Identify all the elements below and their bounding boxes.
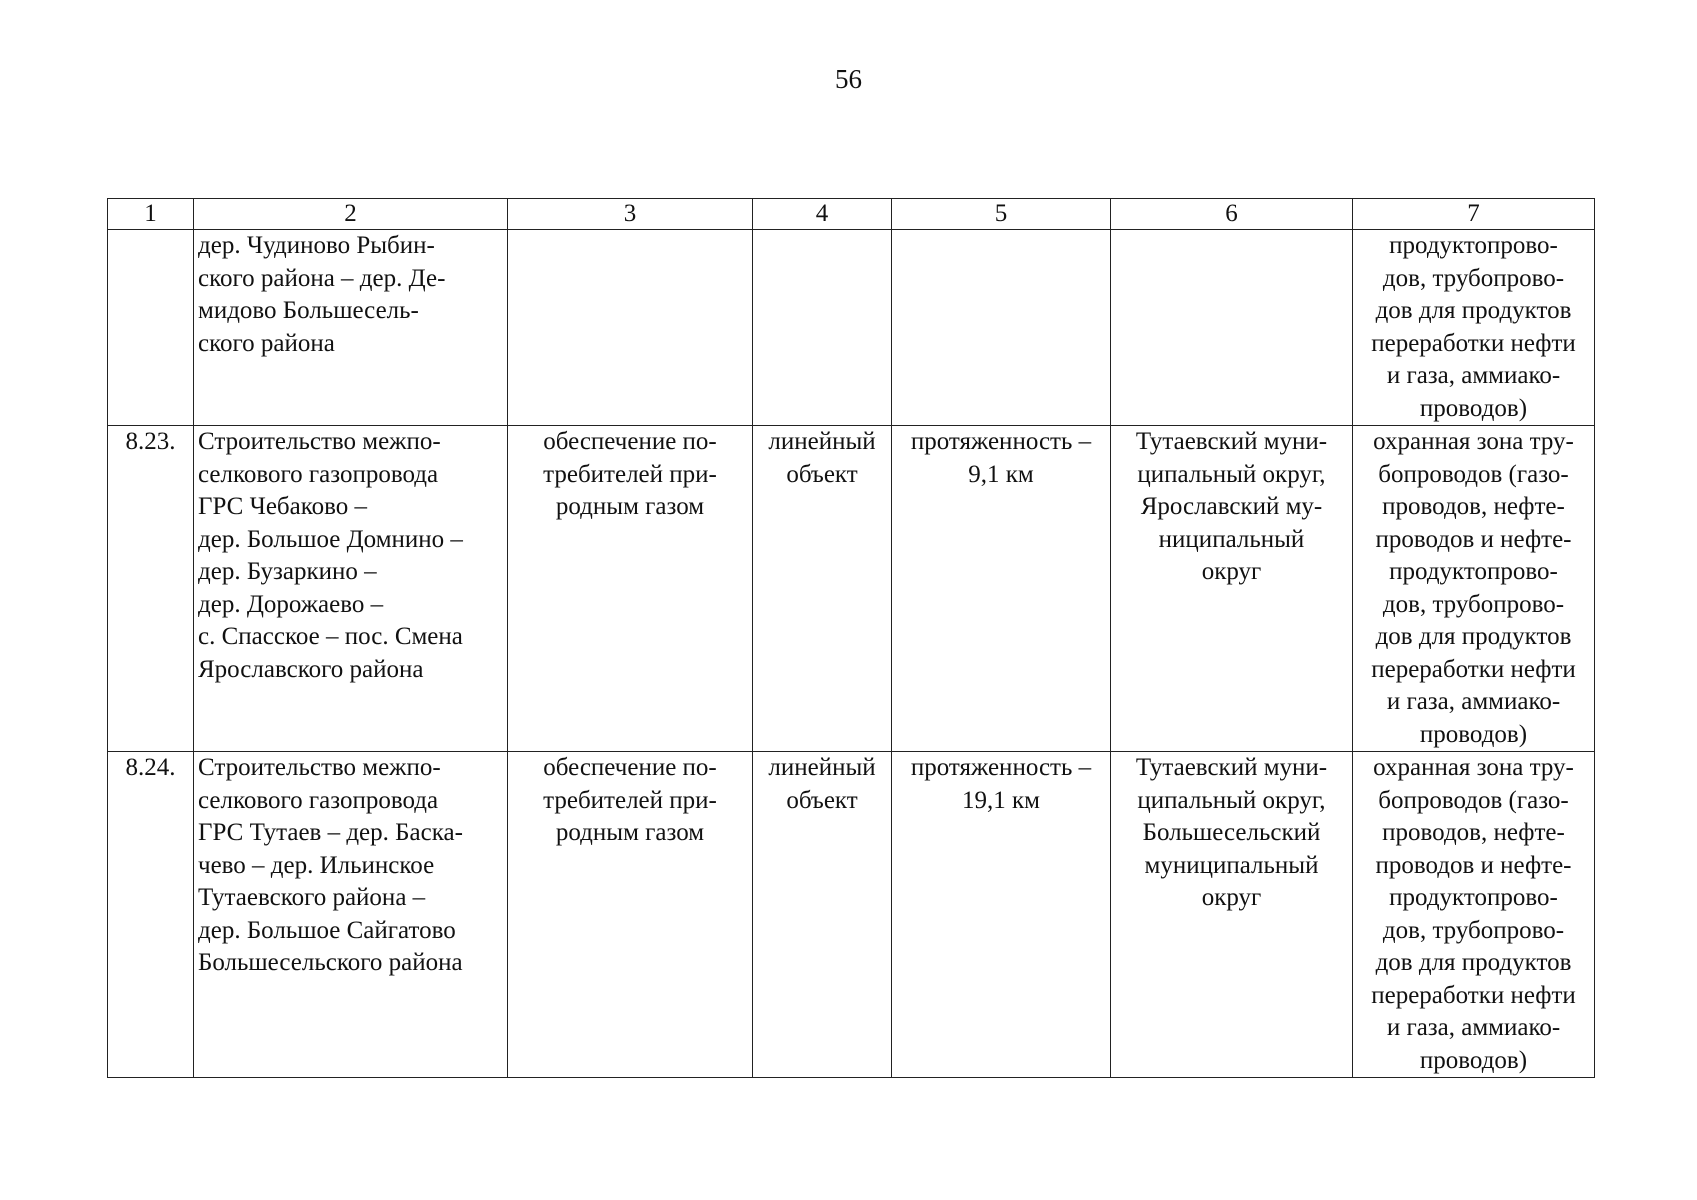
cell-text-line: переработки нефти xyxy=(1371,329,1576,357)
cell-text-line: Строительство межпо- xyxy=(198,754,441,781)
cell-text-line: переработки нефти xyxy=(1371,981,1576,1009)
cell-text-line: Тутаевского района – xyxy=(198,884,426,911)
cell-text-line: протяженность – xyxy=(910,754,1092,781)
cell-text-line: округ xyxy=(1201,558,1262,585)
cell-text-line: муниципальный xyxy=(1144,851,1319,879)
cell-text-line: дер. Чудиново Рыбин- xyxy=(198,232,435,259)
cell-number: 8.24. xyxy=(108,752,194,1078)
cell-text-line: округ xyxy=(1201,884,1262,911)
table-row xyxy=(108,426,1595,752)
cell-text-line: и газа, аммиако- xyxy=(1386,688,1561,715)
cell-characteristic xyxy=(892,752,1111,1078)
cell-number xyxy=(108,230,194,426)
cell-text-line: с. Спасское – пос. Смена xyxy=(198,623,463,650)
cell-object-name xyxy=(194,752,508,1078)
objects-table xyxy=(107,198,1595,1078)
cell-text-line: ского района – дер. Де- xyxy=(198,264,446,292)
cell-purpose xyxy=(508,752,753,1078)
cell-text-line: Тутаевский муни- xyxy=(1135,754,1328,781)
cell-text-line: проводов и нефте- xyxy=(1375,851,1572,879)
cell-text-line: переработки нефти xyxy=(1371,655,1576,683)
cell-text-line: бопроводов (газо- xyxy=(1378,786,1569,814)
column-header-1: 1 xyxy=(108,199,194,230)
cell-text-line: дер. Дорожаево – xyxy=(198,590,384,618)
cell-purpose xyxy=(508,426,753,752)
cell-text-line: дов, трубопрово- xyxy=(1382,264,1565,292)
table-row xyxy=(108,230,1595,426)
cell-text-line: дов для продуктов xyxy=(1375,949,1572,976)
cell-text-line: проводов, нефте- xyxy=(1382,819,1565,846)
cell-characteristic xyxy=(892,230,1111,426)
cell-object-type xyxy=(753,752,892,1078)
cell-text-line: продуктопрово- xyxy=(1389,232,1558,259)
cell-text-line: мидово Большесель- xyxy=(198,297,419,324)
cell-text-line: проводов) xyxy=(1419,1046,1528,1074)
column-header-7: 7 xyxy=(1353,199,1595,230)
cell-number: 8.23. xyxy=(108,426,194,752)
column-header-4: 4 xyxy=(753,199,892,230)
cell-text-line: проводов, нефте- xyxy=(1382,493,1565,520)
cell-text-line: требителей при- xyxy=(543,460,717,488)
cell-text-line: дер. Бузаркино – xyxy=(198,558,377,585)
cell-text-line: чево – дер. Ильинское xyxy=(198,851,435,879)
column-header-6: 6 xyxy=(1111,199,1353,230)
cell-text-line: 19,1 км xyxy=(962,786,1040,814)
cell-location xyxy=(1111,426,1353,752)
cell-text-line: Строительство межпо- xyxy=(198,428,441,455)
cell-text-line: и газа, аммиако- xyxy=(1386,362,1561,389)
table-row xyxy=(108,752,1595,1078)
cell-text-line: дов для продуктов xyxy=(1375,623,1572,650)
cell-text-line: ского района xyxy=(198,329,335,357)
cell-text-line: дов для продуктов xyxy=(1375,297,1572,324)
cell-text-line: Большесельского района xyxy=(198,949,463,976)
cell-text-line: селкового газопровода xyxy=(198,786,439,814)
cell-text-line: проводов и нефте- xyxy=(1375,525,1572,553)
cell-text-line: Ярославского района xyxy=(198,655,424,683)
cell-location xyxy=(1111,230,1353,426)
cell-text-line: 9,1 км xyxy=(968,460,1034,488)
cell-text-line: ГРС Тутаев – дер. Баска- xyxy=(198,819,463,846)
cell-characteristic xyxy=(892,426,1111,752)
cell-text-line: дов, трубопрово- xyxy=(1382,916,1565,944)
cell-text-line: охранная зона тру- xyxy=(1373,754,1574,781)
cell-text-line: ниципальный xyxy=(1158,525,1305,553)
cell-text-line: проводов) xyxy=(1419,394,1528,422)
cell-text-line: Ярославский му- xyxy=(1140,493,1323,520)
cell-text-line: ГРС Чебаково – xyxy=(198,493,368,520)
cell-text-line: бопроводов (газо- xyxy=(1378,460,1569,488)
page-number: 56 xyxy=(835,64,862,94)
cell-location xyxy=(1111,752,1353,1078)
cell-text-line: дов, трубопрово- xyxy=(1382,590,1565,618)
cell-text-line: дер. Большое Сайгатово xyxy=(198,916,456,944)
cell-text-line: ципальный округ, xyxy=(1137,786,1326,814)
cell-object-type xyxy=(753,426,892,752)
cell-text-line: Тутаевский муни- xyxy=(1135,428,1328,455)
cell-text-line: родным газом xyxy=(555,819,705,846)
cell-text-line: линейный xyxy=(768,754,876,781)
cell-object-name xyxy=(194,230,508,426)
column-header-2: 2 xyxy=(194,199,508,230)
cell-text-line: родным газом xyxy=(555,493,705,520)
cell-text-line: обеспечение по- xyxy=(543,754,717,781)
cell-text-line: линейный xyxy=(768,428,876,455)
cell-text-line: охранная зона тру- xyxy=(1373,428,1574,455)
column-header-5: 5 xyxy=(892,199,1111,230)
cell-text-line: объект xyxy=(786,786,858,814)
cell-text-line: требителей при- xyxy=(543,786,717,814)
header-row xyxy=(108,199,1595,230)
cell-text-line: и газа, аммиако- xyxy=(1386,1014,1561,1041)
cell-zone xyxy=(1353,752,1595,1078)
column-header-3: 3 xyxy=(508,199,753,230)
cell-text-line: ципальный округ, xyxy=(1137,460,1326,488)
cell-text-line: продуктопрово- xyxy=(1389,558,1558,585)
cell-zone xyxy=(1353,230,1595,426)
cell-purpose xyxy=(508,230,753,426)
cell-text-line: Большесельский xyxy=(1142,819,1321,846)
cell-object-type xyxy=(753,230,892,426)
cell-text-line: дер. Большое Домнино – xyxy=(198,525,463,553)
cell-text-line: протяженность – xyxy=(910,428,1092,455)
cell-text-line: селкового газопровода xyxy=(198,460,439,488)
cell-text-line: обеспечение по- xyxy=(543,428,717,455)
cell-text-line: проводов) xyxy=(1419,720,1528,748)
cell-zone xyxy=(1353,426,1595,752)
cell-text-line: продуктопрово- xyxy=(1389,884,1558,911)
cell-object-name xyxy=(194,426,508,752)
cell-text-line: объект xyxy=(786,460,858,488)
